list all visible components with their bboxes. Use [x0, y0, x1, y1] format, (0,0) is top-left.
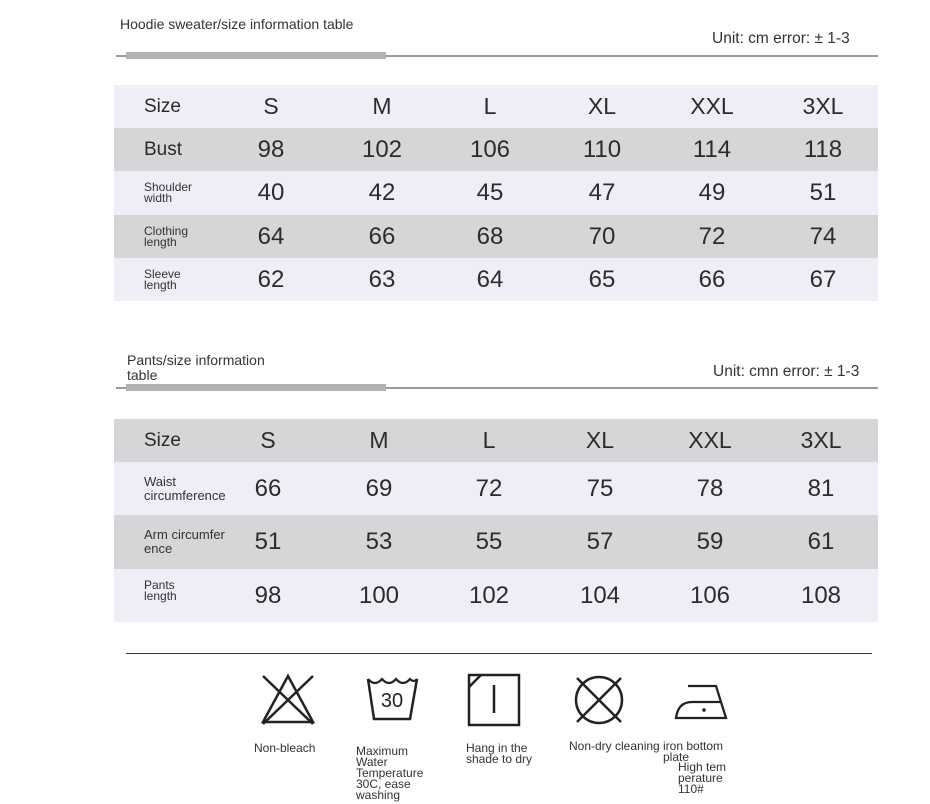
- table-cell: 66: [698, 265, 726, 293]
- size-header-cell: S: [260, 427, 276, 453]
- row-label: Waist circumference: [144, 473, 226, 503]
- size-header-cell: S: [263, 93, 279, 119]
- care-label: Non-bleach: [254, 741, 316, 755]
- table-cell: 55: [475, 528, 503, 555]
- table-cell: 70: [588, 222, 616, 250]
- table-row: [114, 462, 878, 515]
- pants-title-accent-bar: [126, 384, 386, 391]
- table-cell: 51: [809, 179, 837, 206]
- table-cell: 68: [476, 222, 504, 250]
- table-cell: 65: [588, 265, 616, 293]
- table-cell: 45: [476, 179, 504, 206]
- size-header-label: Size: [144, 95, 181, 117]
- hoodie-title-accent-bar: [126, 52, 386, 59]
- care-label: Maximum Water Temperature 30C, ease washing: [356, 744, 424, 802]
- care-label: High temperature 110#: [678, 760, 727, 796]
- table-cell: 102: [361, 135, 403, 163]
- wash-30-icon: [365, 673, 419, 723]
- size-header-cell: XL: [585, 427, 615, 453]
- size-header-label: Size: [144, 429, 181, 451]
- table-cell: 42: [368, 179, 396, 206]
- table-cell: 47: [588, 179, 616, 206]
- table-header-row: [114, 85, 878, 128]
- table-cell: 62: [257, 265, 285, 293]
- size-header-cell: XXL: [690, 93, 734, 119]
- pants-unit-note: Unit: cmn error: ± 1-3: [713, 363, 860, 380]
- table-cell: 98: [254, 581, 282, 609]
- table-row: [114, 128, 878, 171]
- table-cell: 66: [254, 474, 282, 502]
- pants-table-title: Pants/size information table: [127, 352, 265, 383]
- size-header-cell: XL: [587, 93, 617, 119]
- care-section-divider: [126, 653, 872, 654]
- table-cell: 64: [476, 265, 504, 293]
- size-header-cell: M: [372, 93, 392, 119]
- table-cell: 72: [698, 222, 726, 250]
- table-row: [114, 215, 878, 258]
- no-dry-clean-icon: [573, 674, 625, 726]
- size-header-cell: M: [369, 427, 389, 453]
- size-header-cell: XXL: [688, 427, 732, 453]
- table-cell: 98: [257, 135, 285, 163]
- table-row: [114, 569, 878, 622]
- hoodie-unit-note: Unit: cm error: ± 1-3: [712, 30, 850, 47]
- table-cell: 69: [365, 474, 393, 502]
- hoodie-size-table: [114, 85, 878, 301]
- care-label: Non-dry cleaning: [569, 739, 660, 753]
- table-cell: 104: [579, 581, 621, 609]
- row-label: Bust: [144, 138, 183, 160]
- table-cell: 59: [696, 528, 724, 555]
- iron-icon: [674, 682, 730, 722]
- hoodie-table-title: Hoodie sweater/size information table: [120, 16, 354, 32]
- hang-dry-shade-icon: [467, 673, 521, 727]
- care-label: iron bottom plate: [663, 739, 724, 764]
- table-cell: 66: [368, 222, 396, 250]
- row-label: Shoulder width: [144, 180, 193, 205]
- no-bleach-icon: [260, 672, 316, 726]
- wash-temp-text: 30: [380, 690, 404, 712]
- table-row: [114, 515, 878, 569]
- table-cell: 106: [469, 135, 511, 163]
- table-cell: 75: [586, 474, 614, 502]
- table-cell: 118: [803, 135, 843, 163]
- pants-size-table: [114, 419, 878, 622]
- care-label: Hang in the shade to dry: [466, 741, 533, 766]
- table-cell: 63: [368, 265, 396, 293]
- table-cell: 72: [475, 474, 503, 502]
- table-cell: 108: [800, 581, 842, 609]
- size-header-cell: L: [482, 427, 496, 453]
- table-cell: 102: [468, 581, 510, 609]
- table-cell: 78: [696, 474, 724, 502]
- size-header-cell: 3XL: [802, 93, 844, 119]
- table-cell: 40: [257, 179, 285, 206]
- table-row: [114, 171, 878, 215]
- table-row: [114, 258, 878, 301]
- row-label: Clothing length: [144, 223, 189, 249]
- table-cell: 74: [809, 222, 837, 250]
- table-cell: 114: [692, 135, 732, 163]
- table-cell: 61: [807, 528, 835, 555]
- size-header-cell: 3XL: [800, 427, 842, 453]
- row-label: Pants length: [144, 578, 177, 603]
- table-cell: 110: [582, 135, 622, 163]
- table-header-row: [114, 419, 878, 462]
- row-label: Arm circumference: [144, 527, 225, 556]
- table-cell: 53: [365, 528, 393, 555]
- table-cell: 49: [698, 179, 726, 206]
- table-cell: 67: [809, 265, 837, 293]
- size-header-cell: L: [483, 93, 497, 119]
- table-cell: 100: [358, 581, 400, 609]
- table-cell: 64: [257, 222, 285, 250]
- table-cell: 51: [254, 528, 282, 555]
- table-cell: 106: [689, 581, 731, 609]
- table-cell: 57: [586, 528, 614, 555]
- table-cell: 81: [807, 474, 835, 502]
- row-label: Sleeve length: [144, 266, 181, 292]
